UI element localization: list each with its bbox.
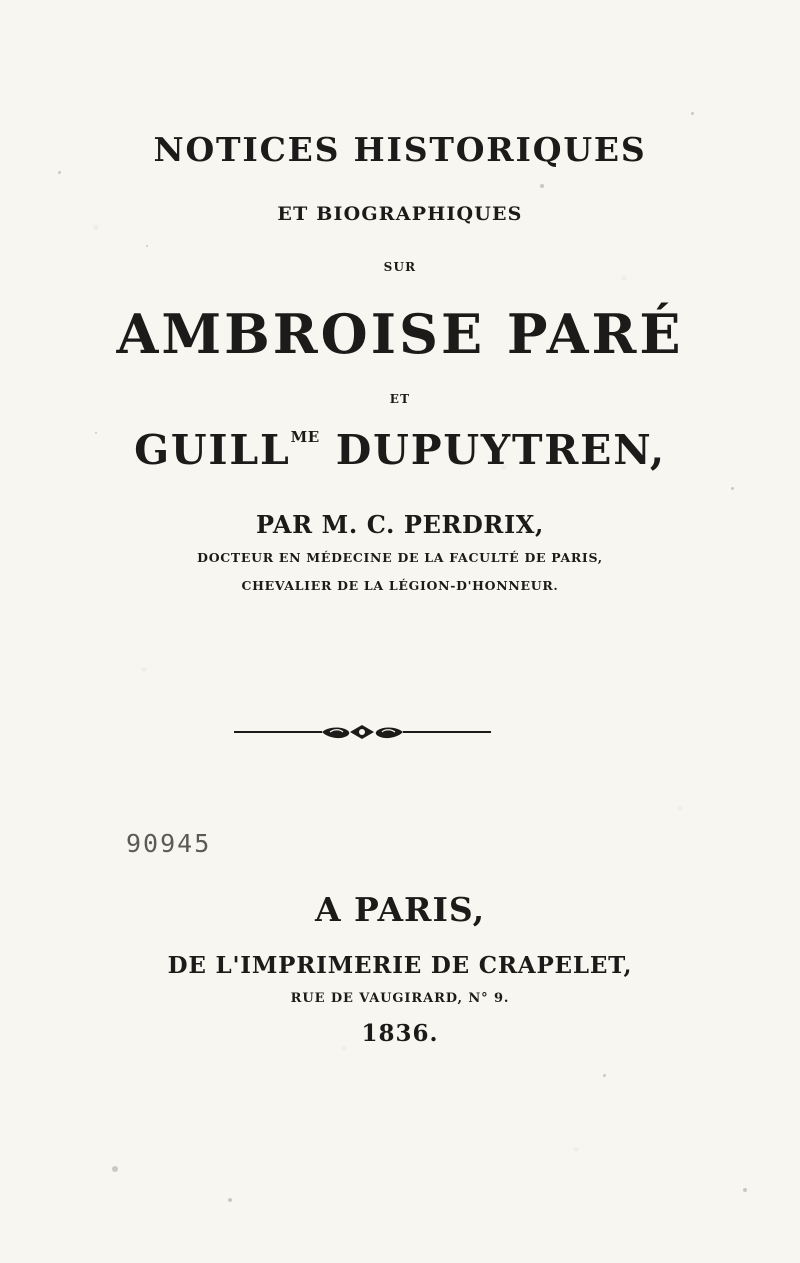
paper-speck [112,1166,118,1172]
printer-address: RUE DE VAUGIRARD, N° 9. [290,991,510,1006]
subject-2-suffix: DUPUYTREN, [319,426,666,474]
conjunction-et: ET [389,392,411,406]
title-line-1: NOTICES HISTORIQUES [153,130,647,169]
paper-speck [228,1198,232,1202]
paper-speck [603,1074,606,1077]
subject-2-superscript: ME [290,428,320,446]
paper-speck [691,112,694,115]
library-number: 90945 [126,829,212,858]
paper-speck [540,184,544,188]
printer-line: DE L'IMPRIMERIE DE CRAPELET, [167,952,633,979]
decorative-rule-icon [234,720,491,745]
publication-place: A PARIS, [314,890,486,929]
publication-year: 1836. [361,1020,439,1047]
paper-speck [731,487,734,490]
subject-guillaume-dupuytren [0,426,800,474]
credential-line-1: DOCTEUR EN MÉDECINE DE LA FACULTÉ DE PARIS, [197,550,603,565]
subject-ambroise-pare: AMBROISE PARÉ [116,302,684,366]
credential-line-2: CHEVALIER DE LA LÉGION-D'HONNEUR. [241,578,559,593]
title-line-2: ET BIOGRAPHIQUES [277,203,523,225]
paper-speck [58,171,61,174]
paper-speck [743,1188,747,1192]
paper-speck [146,245,148,247]
author-line: PAR M. C. PERDRIX, [256,510,544,539]
subject-2-prefix: GUILL [134,426,291,474]
preposition-sur: SUR [383,260,417,274]
